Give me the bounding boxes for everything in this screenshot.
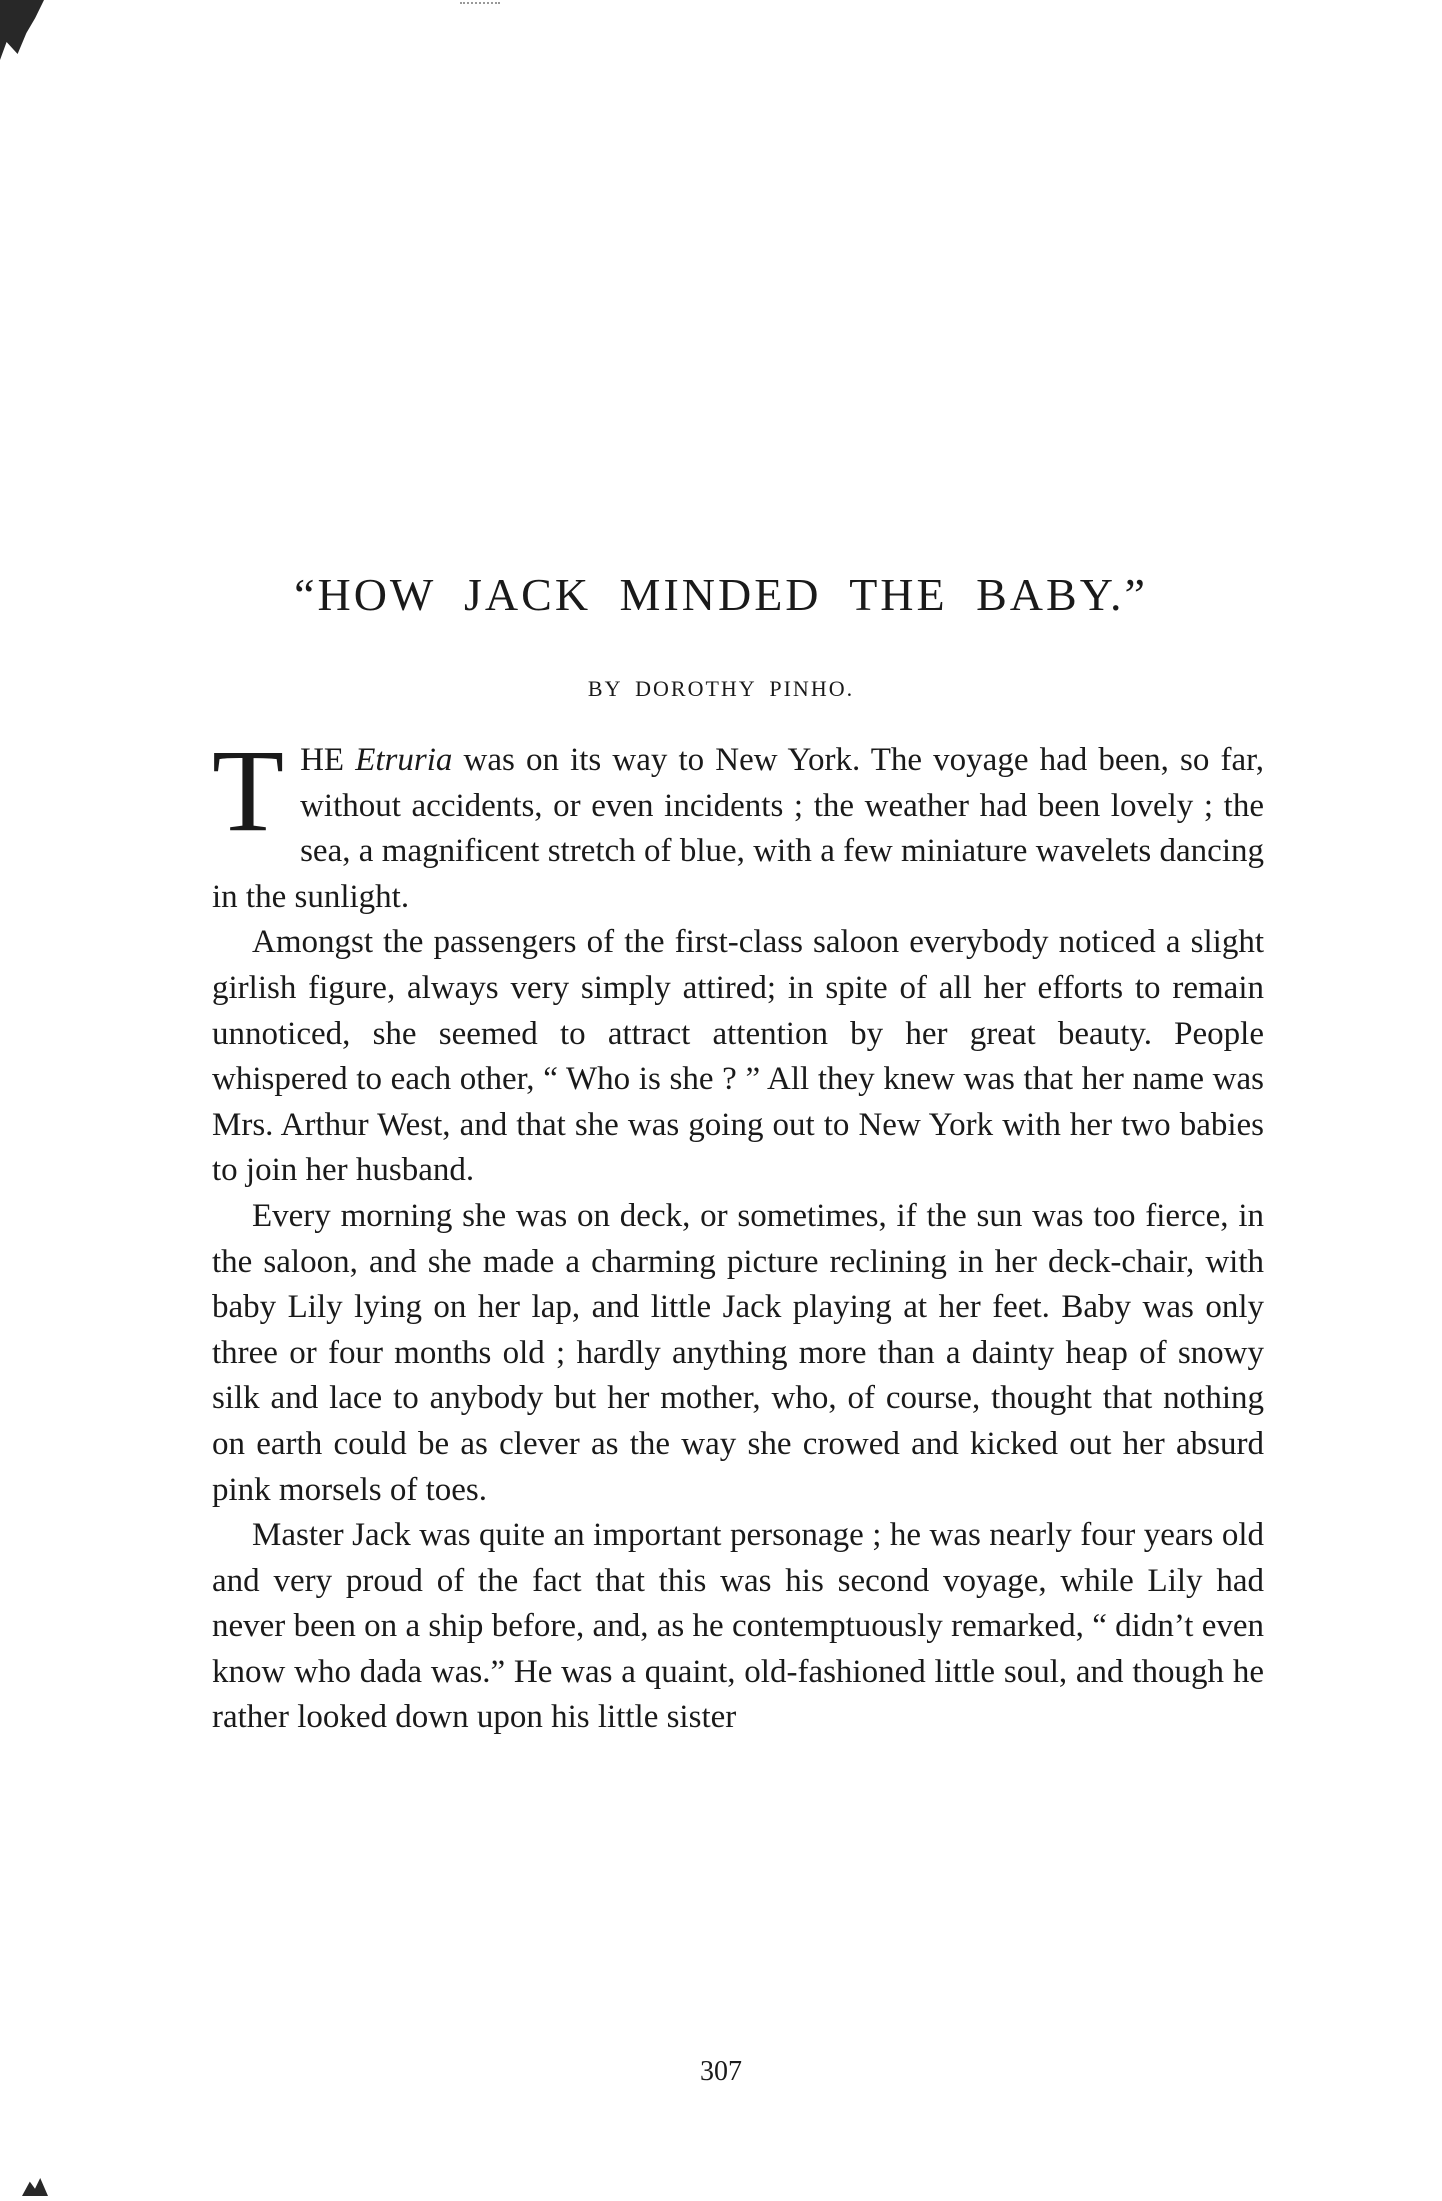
story-title: “HOW JACK MINDED THE BABY.”: [294, 569, 1148, 620]
ship-name: Etruria: [355, 742, 453, 778]
paragraph-2: Amongst the passengers of the first-class saloon everybody noticed a slight girlish figure, always very simply attired; in spite of all her efforts to remain unnoticed, she seemed to attract attention by her great beauty. People whispered to each other, “ Who is she ? ” All they knew was that her name was Mrs. Arthur West, and that she was going out to New York with her two babies to join her husband.: [212, 924, 1264, 1189]
drop-cap: T: [212, 725, 285, 856]
paragraph-3: Every morning she was on deck, or sometimes, if the sun was too fierce, in the saloon, and she made a charming picture reclining in her deck-chair, with baby Lily lying on her lap, and little Jack playing at her feet. Baby was only three or four months old ; hardly anything more than a dainty heap of snowy silk and lace to anybody but her mother, who, of course, thought that nothing on earth could be as clever as the way she crowed and kicked out her absurd pink morsels of toes.: [212, 1197, 1264, 1508]
scan-artifact-bottom-left: [22, 2178, 48, 2196]
paragraph-4: Master Jack was quite an important personage ; he was nearly four years old and very proud of the fact that this was his second voyage, while Lily had never been on a ship before, and, as he contemptuously remarked, “ didn’t even know who dada was.” He was a quaint, old-fashioned little soul, and though he rather looked down upon his little sister: [212, 1517, 1264, 1736]
paragraph-1-first-word: HE: [300, 742, 345, 778]
paragraph-1: [212, 725, 1265, 920]
scan-artifact-top-center: [460, 2, 500, 12]
scan-artifact-top-left: [0, 0, 44, 60]
story-byline: BY DOROTHY PINHO.: [587, 676, 855, 701]
page-number: 307: [700, 2056, 742, 2087]
story-body: [212, 725, 1265, 1741]
paragraph-1-text: was on its way to New York. The voyage had been, so far, without accidents, or even incidents ; the weather had been lovely ; the sea, a magnificent stretch of blue, with a few miniature wavelets dancing in the sunlight.: [212, 742, 1265, 915]
